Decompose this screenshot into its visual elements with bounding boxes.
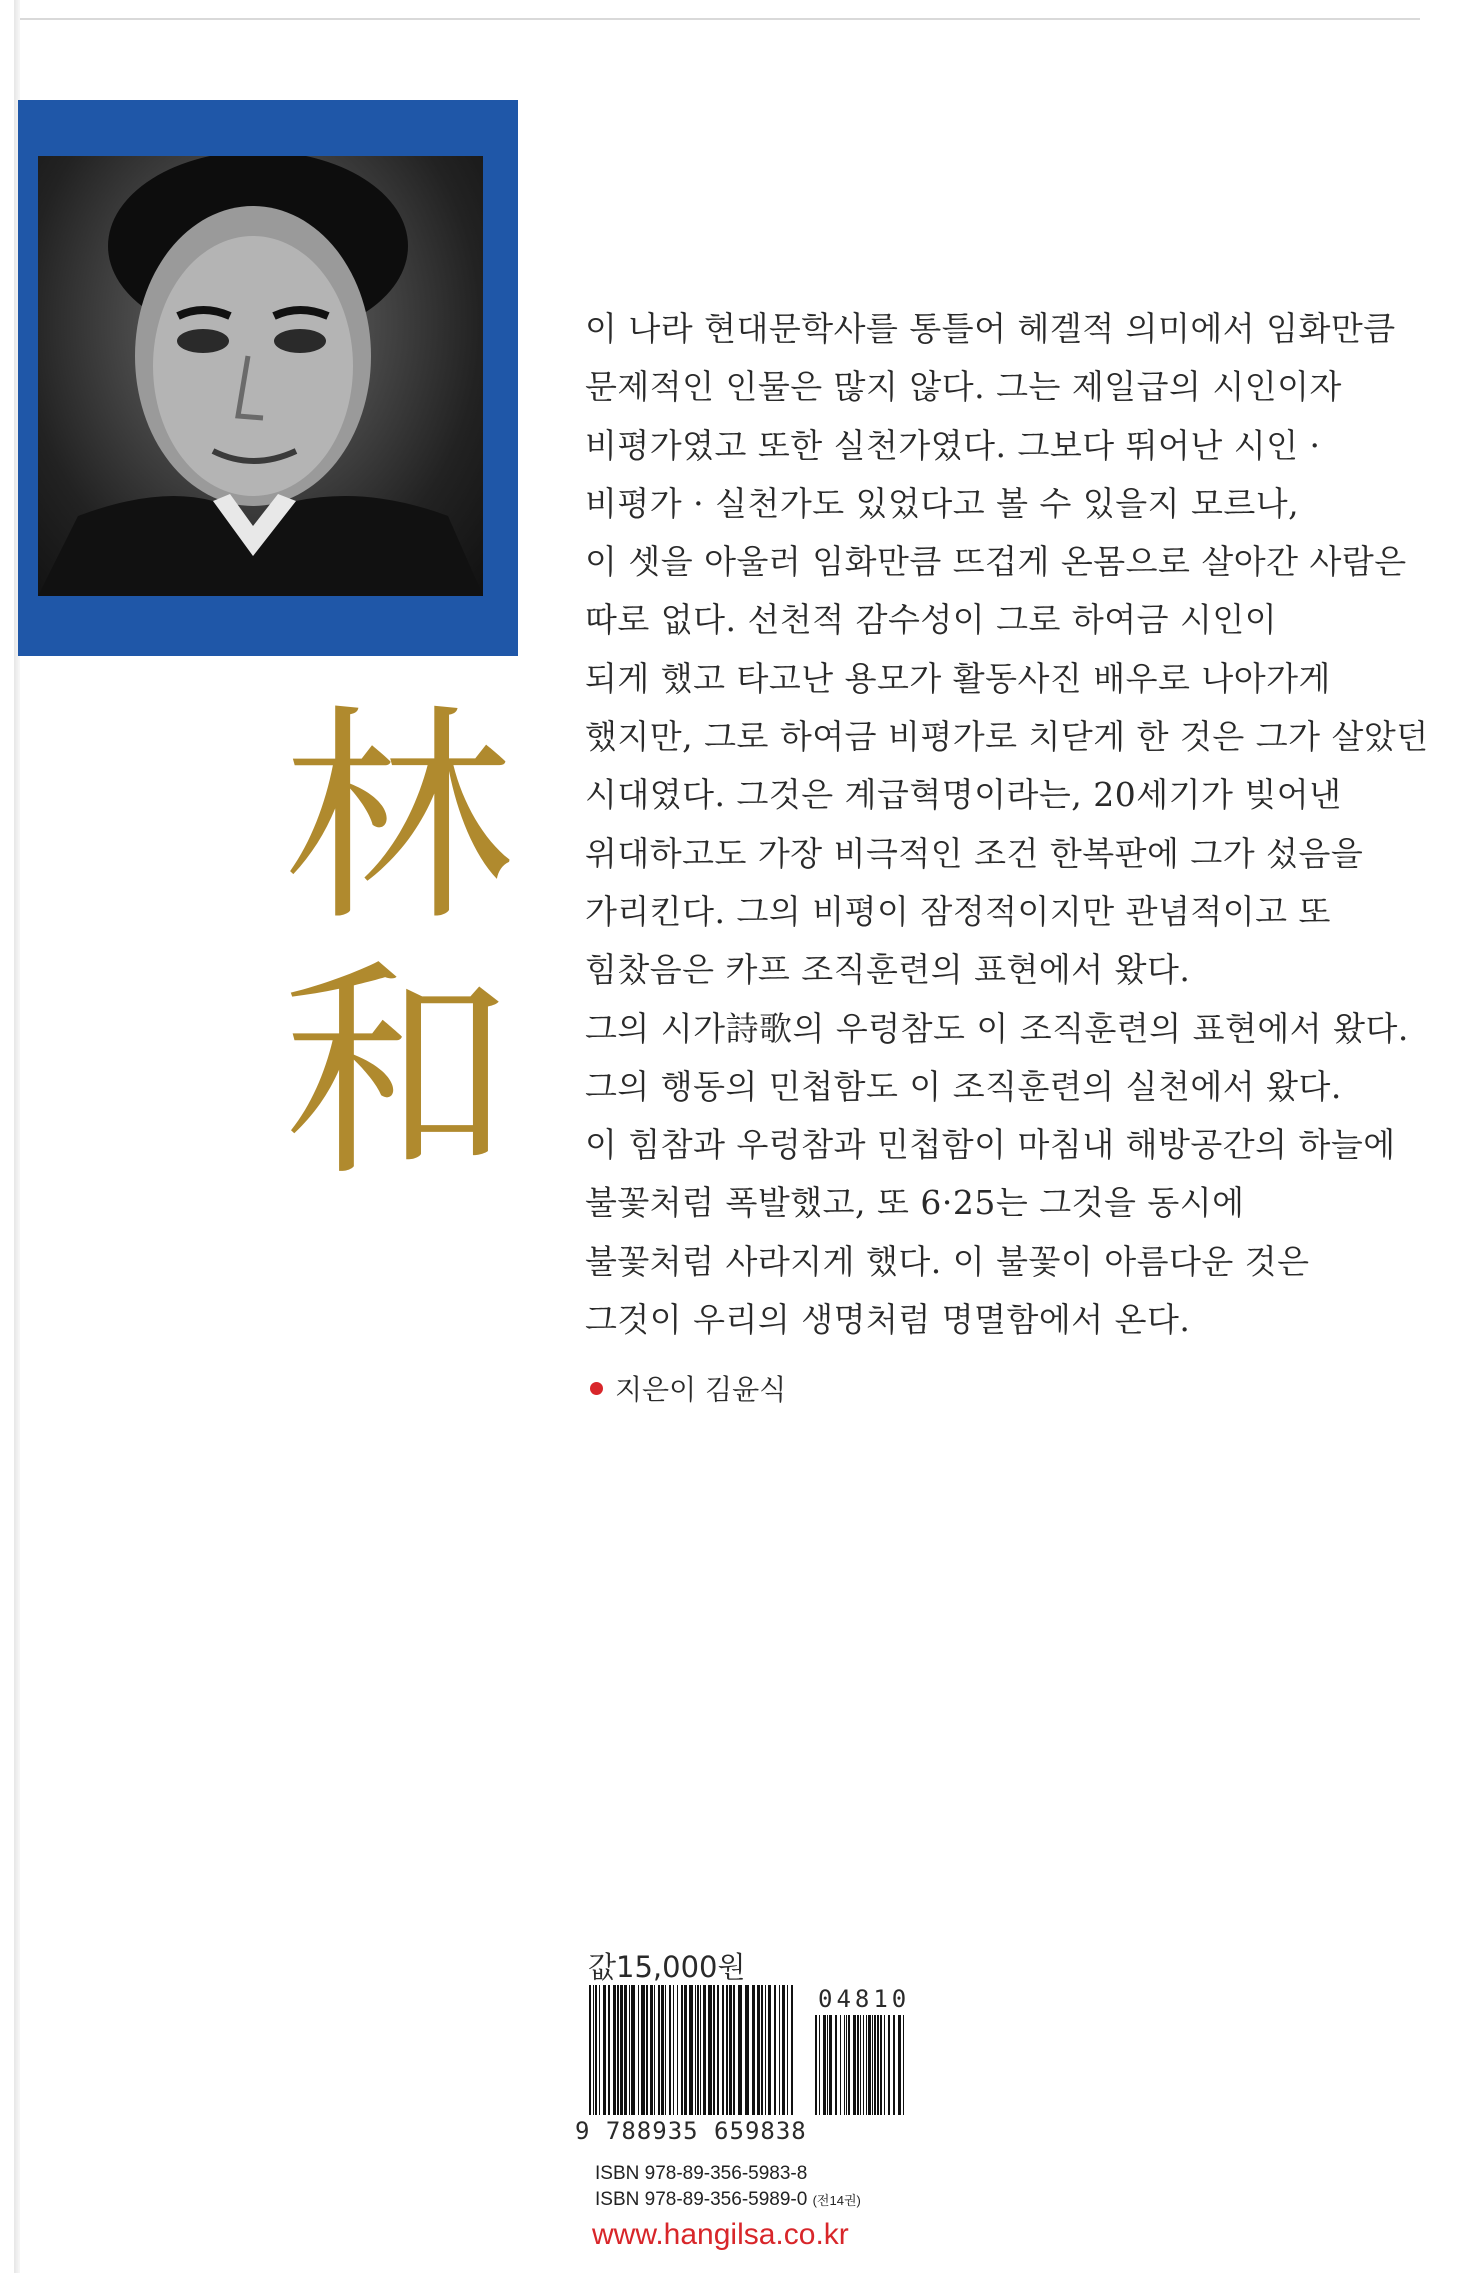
barcode-addon-bar bbox=[815, 2015, 817, 2115]
blurb-line: 힘찼음은 카프 조직훈련의 표현에서 왔다. bbox=[585, 950, 1191, 990]
barcode-bar bbox=[717, 1985, 719, 2115]
barcode-bar bbox=[641, 1985, 645, 2115]
barcode-main-digits: 9 788935 659838 bbox=[575, 2117, 807, 2145]
blurb-line: 했지만, 그로 하여금 비평가로 치닫게 한 것은 그가 살았던 bbox=[585, 717, 1429, 757]
barcode-bar bbox=[733, 1985, 735, 2115]
publisher-website-link[interactable]: www.hangilsa.co.kr bbox=[592, 2218, 849, 2251]
barcode-bar bbox=[631, 1985, 635, 2115]
barcode-bar bbox=[608, 1985, 610, 2115]
back-cover-blurb bbox=[585, 300, 1429, 1349]
barcode-addon-bar bbox=[880, 2015, 882, 2115]
barcode-addon-bar bbox=[840, 2015, 841, 2115]
barcode-bar bbox=[697, 1985, 699, 2115]
barcode-bar bbox=[726, 1985, 728, 2115]
barcode-bar bbox=[700, 1985, 701, 2115]
isbn-line-2 bbox=[595, 2189, 861, 2211]
barcode-addon-bar bbox=[846, 2015, 847, 2115]
blurb-line: 이 셋을 아울러 임화만큼 뜨겁게 온몸으로 살아간 사람은 bbox=[585, 542, 1407, 582]
barcode-bar bbox=[646, 1985, 648, 2115]
blurb-line: 비평가였고 또한 실천가였다. 그보다 뛰어난 시인 · bbox=[585, 425, 1321, 465]
photo-frame bbox=[18, 100, 518, 656]
blurb-line: 문제적인 인물은 많지 않다. 그는 제일급의 시인이자 bbox=[585, 367, 1342, 407]
blurb-line: 따로 없다. 선천적 감수성이 그로 하여금 시인이 bbox=[585, 600, 1278, 640]
barcode-bar bbox=[654, 1985, 655, 2115]
barcode-addon-bar bbox=[877, 2015, 879, 2115]
barcode-addon-bar bbox=[898, 2015, 901, 2115]
barcode-addon-bar bbox=[829, 2015, 832, 2115]
barcode-bar bbox=[745, 1985, 749, 2115]
barcode-bar bbox=[638, 1985, 639, 2115]
barcode-bar bbox=[595, 1985, 597, 2115]
barcode-addon-bar bbox=[893, 2015, 895, 2115]
barcode-bar bbox=[729, 1985, 732, 2115]
barcode-bar bbox=[661, 1985, 664, 2115]
barcode-bar bbox=[787, 1985, 788, 2115]
blurb-line: 위대하고도 가장 비극적인 조건 한복판에 그가 섰음을 bbox=[585, 833, 1364, 873]
blurb-line: 불꽃처럼 폭발했고, 또 6·25는 그것을 동시에 bbox=[585, 1183, 1245, 1223]
barcode-bar bbox=[665, 1985, 666, 2115]
barcode-bar bbox=[752, 1985, 755, 2115]
blurb-line: 그의 시가詩歌의 우렁참도 이 조직훈련의 표현에서 왔다. bbox=[585, 1008, 1409, 1048]
blurb-line: 불꽃처럼 사라지게 했다. 이 불꽃이 아름다운 것은 bbox=[585, 1241, 1310, 1281]
barcode-bar bbox=[708, 1985, 712, 2115]
barcode-addon-bar bbox=[860, 2015, 861, 2115]
barcode-bar bbox=[765, 1985, 766, 2115]
barcode-bar bbox=[620, 1985, 623, 2115]
barcode-bar bbox=[774, 1985, 776, 2115]
title-hanja-hwa: 和 bbox=[282, 941, 513, 1208]
blurb-line: 비평가 · 실천가도 있었다고 볼 수 있을지 모르나, bbox=[585, 483, 1300, 523]
barcode-bar bbox=[689, 1985, 693, 2115]
barcode-bar bbox=[613, 1985, 616, 2115]
isbn-set-number: ISBN 978-89-356-5989-0 bbox=[595, 2189, 808, 2210]
barcode-bar bbox=[761, 1985, 763, 2115]
barcode-bar bbox=[673, 1985, 674, 2115]
barcode-bar bbox=[658, 1985, 660, 2115]
barcode-addon-bar bbox=[888, 2015, 890, 2115]
barcode-addon-digits: 04810 bbox=[818, 1985, 911, 2013]
barcode-bar bbox=[624, 1985, 627, 2115]
barcode-bar bbox=[599, 1985, 600, 2115]
barcode-bar bbox=[791, 1985, 793, 2115]
barcode-addon-bar bbox=[819, 2015, 820, 2115]
barcode-addon-bar bbox=[872, 2015, 873, 2115]
barcode-addon-bar bbox=[884, 2015, 885, 2115]
barcode-addon-bar bbox=[844, 2015, 845, 2115]
barcode-bar bbox=[617, 1985, 619, 2115]
blurb-line: 되게 했고 타고난 용모가 활동사진 배우로 나아가게 bbox=[585, 658, 1331, 698]
barcode-addon-bar bbox=[863, 2015, 864, 2115]
portrait-photo bbox=[38, 156, 483, 596]
barcode-bar bbox=[695, 1985, 696, 2115]
barcode-bar bbox=[738, 1985, 742, 2115]
barcode-addon-bar bbox=[857, 2015, 859, 2115]
price-label: 값15,000원 bbox=[588, 1950, 746, 1984]
barcode-bar bbox=[722, 1985, 724, 2115]
blurb-line: 가리킨다. 그의 비평이 잠정적이지만 관념적이고 또 bbox=[585, 891, 1331, 931]
barcode-bar bbox=[782, 1985, 785, 2115]
bullet-dot-icon bbox=[590, 1382, 603, 1395]
barcode-bar bbox=[768, 1985, 771, 2115]
barcode-addon-bar bbox=[903, 2015, 904, 2115]
barcode-addon-bar bbox=[827, 2015, 828, 2115]
cover-top-edge bbox=[20, 18, 1420, 20]
blurb-line: 그것이 우리의 생명처럼 명멸함에서 온다. bbox=[585, 1300, 1191, 1340]
barcode-bar bbox=[757, 1985, 760, 2115]
barcode-addon-bar bbox=[823, 2015, 826, 2115]
isbn-barcode bbox=[575, 1985, 925, 2150]
barcode-bar bbox=[684, 1985, 687, 2115]
barcode-addon-bar bbox=[848, 2015, 850, 2115]
barcode-addon-bar bbox=[835, 2015, 837, 2115]
barcode-bar bbox=[669, 1985, 671, 2115]
barcode-bar bbox=[629, 1985, 630, 2115]
barcode-addon-bar bbox=[874, 2015, 876, 2115]
portrait-figure bbox=[38, 156, 483, 596]
barcode-addon-bar bbox=[868, 2015, 871, 2115]
author-name: 지은이 김윤식 bbox=[615, 1373, 787, 1406]
barcode-bar bbox=[681, 1985, 683, 2115]
barcode-bar bbox=[603, 1985, 606, 2115]
barcode-bar bbox=[677, 1985, 678, 2115]
blurb-line: 이 힘참과 우렁참과 민첩함이 마침내 해방공간의 하늘에 bbox=[585, 1125, 1396, 1165]
barcode-bar bbox=[779, 1985, 780, 2115]
barcode-bar bbox=[713, 1985, 715, 2115]
isbn-line-1: ISBN 978-89-356-5983-8 bbox=[595, 2163, 808, 2184]
barcode-bar bbox=[589, 1985, 591, 2115]
barcode-bar bbox=[650, 1985, 653, 2115]
barcode-bar bbox=[703, 1985, 706, 2115]
isbn-set-note: (전14권) bbox=[812, 2193, 861, 2208]
barcode-addon-bar bbox=[866, 2015, 867, 2115]
author-credit bbox=[590, 1368, 786, 1408]
blurb-line: 그의 행동의 민첩함도 이 조직훈련의 실천에서 왔다. bbox=[585, 1066, 1342, 1106]
barcode-bar bbox=[593, 1985, 594, 2115]
blurb-line: 시대였다. 그것은 계급혁명이라는, 20세기가 빚어낸 bbox=[585, 775, 1342, 815]
title-hanja-lim: 林 bbox=[282, 686, 513, 953]
blurb-line: 이 나라 현대문학사를 통틀어 헤겔적 의미에서 임화만큼 bbox=[585, 309, 1396, 348]
barcode-addon-bar bbox=[853, 2015, 856, 2115]
